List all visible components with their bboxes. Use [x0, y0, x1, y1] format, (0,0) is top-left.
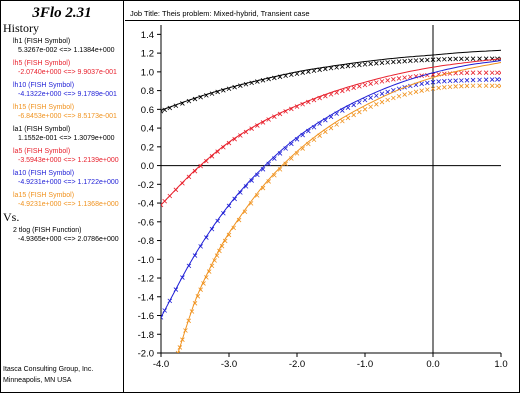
series-marker-lh15 [484, 84, 488, 88]
legend-series-name: lh5 (FISH Symbol) [13, 60, 71, 67]
legend-entry [13, 147, 119, 165]
series-marker-lh10 [363, 98, 367, 102]
series-marker-lh15 [323, 130, 327, 134]
series-marker-lh10 [346, 106, 350, 110]
legend-series-name: lh1 (FISH Symbol) [13, 38, 71, 45]
series-marker-lh10 [357, 100, 361, 104]
series-marker-lh10 [352, 103, 356, 107]
legend-series-range: -3.5943e+000 <=> 1.2139e+000 [18, 157, 119, 164]
legend-panel [0, 0, 124, 393]
y-tick-label: -0.8 [137, 236, 154, 248]
series-marker-lh10 [425, 81, 429, 85]
series-marker-lh5 [465, 71, 469, 75]
series-marker-lh10 [478, 78, 482, 82]
series-marker-lh15 [397, 94, 401, 98]
y-tick-label: 1.0 [140, 67, 154, 79]
legend-series-range: 5.3267e-002 <=> 1.1384e+000 [18, 47, 115, 54]
y-tick-label: 1.4 [140, 29, 154, 41]
legend-entry [13, 125, 115, 143]
series-marker-lh10 [340, 109, 344, 113]
y-tick-label: -0.2 [137, 179, 154, 191]
series-marker-lh1 [459, 57, 463, 61]
series-layer [159, 50, 503, 355]
series-marker-lh5 [346, 87, 350, 91]
series-marker-lh10 [484, 78, 488, 82]
series-marker-lh15 [391, 96, 395, 100]
series-marker-lh1 [335, 65, 339, 69]
series-line-la10 [161, 61, 501, 318]
series-marker-lh5 [471, 71, 475, 75]
x-tick-label: -3.0 [220, 359, 238, 370]
legend-entry [13, 169, 119, 187]
series-marker-lh15 [374, 102, 378, 106]
series-marker-lh5 [386, 78, 390, 82]
series-marker-lh10 [437, 80, 441, 84]
series-marker-lh15 [403, 93, 407, 97]
series-marker-lh1 [250, 81, 254, 85]
series-marker-lh1 [403, 59, 407, 63]
series-marker-lh5 [335, 91, 339, 95]
series-marker-lh1 [363, 62, 367, 66]
vs-heading: Vs. [3, 210, 20, 224]
series-marker-lh15 [363, 107, 367, 111]
y-tick-label: -0.6 [137, 217, 154, 229]
series-marker-lh10 [386, 90, 390, 94]
series-marker-lh15 [448, 85, 452, 89]
series-marker-lh1 [357, 63, 361, 67]
series-marker-lh1 [306, 70, 310, 74]
series-marker-lh1 [437, 57, 441, 61]
series-marker-lh1 [442, 57, 446, 61]
series-marker-lh1 [454, 57, 458, 61]
series-marker-lh1 [380, 61, 384, 65]
series-marker-lh1 [255, 80, 259, 84]
legend-series-name: lh10 (FISH Symbol) [13, 82, 75, 89]
series-marker-lh5 [459, 71, 463, 75]
series-marker-lh5 [408, 75, 412, 79]
series-marker-lh10 [454, 79, 458, 83]
y-tick-label: -1.4 [137, 292, 154, 304]
series-marker-lh15 [420, 89, 424, 93]
legend-series-range: -4.1322e+000 <=> 9.1789e-001 [18, 91, 117, 98]
series-marker-lh15 [414, 90, 418, 94]
series-marker-lh15 [425, 88, 429, 92]
x-tick-label: 0.0 [426, 359, 440, 370]
series-marker-lh5 [374, 80, 378, 84]
series-marker-lh1 [352, 63, 356, 67]
series-marker-lh1 [301, 71, 305, 75]
series-marker-lh1 [471, 57, 475, 61]
series-marker-lh15 [312, 138, 316, 142]
series-marker-lh5 [495, 71, 499, 75]
x-variable-entry [13, 226, 119, 244]
series-marker-lh5 [340, 89, 344, 93]
series-marker-lh5 [163, 199, 167, 203]
series-marker-lh15 [352, 113, 356, 117]
series-marker-lh15 [408, 91, 412, 95]
legend-entry [13, 191, 119, 209]
chart-plot [125, 22, 520, 393]
series-marker-lh1 [414, 58, 418, 62]
legend-series-range: -4.9231e+000 <=> 1.1722e+000 [18, 179, 119, 186]
series-marker-lh10 [495, 77, 499, 81]
y-tick-label: -1.6 [137, 311, 154, 323]
series-marker-lh15 [380, 100, 384, 104]
series-marker-lh10 [163, 309, 167, 313]
series-marker-lh1 [478, 57, 482, 61]
legend-entry [13, 37, 115, 55]
series-marker-lh5 [180, 181, 184, 185]
series-marker-lh10 [499, 77, 503, 81]
series-marker-lh10 [471, 78, 475, 82]
series-marker-lh1 [340, 65, 344, 69]
series-marker-lh5 [490, 71, 494, 75]
series-marker-lh15 [386, 98, 390, 102]
series-marker-lh5 [352, 86, 356, 90]
series-marker-lh5 [380, 79, 384, 83]
y-tick-label: 0.0 [140, 161, 154, 173]
series-marker-lh1 [329, 66, 333, 70]
series-marker-lh10 [448, 79, 452, 83]
series-marker-lh15 [490, 84, 494, 88]
legend-series-name: la10 (FISH Symbol) [13, 170, 75, 177]
series-marker-lh10 [490, 78, 494, 82]
series-marker-lh15 [340, 119, 344, 123]
job-title-divider [125, 20, 520, 21]
series-marker-lh10 [369, 96, 373, 100]
series-marker-lh5 [174, 188, 178, 192]
series-marker-lh1 [391, 60, 395, 64]
y-tick-label: -1.8 [137, 329, 154, 341]
series-marker-lh1 [408, 59, 412, 63]
y-tick-label: 0.8 [140, 86, 154, 98]
series-marker-lh15 [454, 84, 458, 88]
x-variable-name: 2 tlog (FISH Function) [13, 227, 82, 234]
legend-series-range: 1.1552e-001 <=> 1.3079e+000 [18, 135, 115, 142]
series-marker-lh15 [369, 105, 373, 109]
y-tick-label: -2.0 [137, 348, 154, 360]
series-marker-lh5 [391, 77, 395, 81]
x-tick-label: -1.0 [356, 359, 374, 370]
legend-series-range: -4.9231e+000 <=> 1.1368e+000 [18, 201, 119, 208]
legend-entry [13, 103, 117, 121]
series-marker-lh10 [442, 79, 446, 83]
footer-company: Itasca Consulting Group, Inc. [3, 366, 94, 373]
series-marker-lh5 [484, 71, 488, 75]
legend-series-name: lh15 (FISH Symbol) [13, 104, 75, 111]
y-tick-label: 0.2 [140, 142, 154, 154]
series-marker-lh5 [499, 71, 503, 75]
series-marker-lh15 [346, 116, 350, 120]
series-marker-lh15 [495, 84, 499, 88]
series-marker-lh10 [374, 94, 378, 98]
series-marker-lh5 [478, 71, 482, 75]
series-marker-lh15 [318, 134, 322, 138]
series-marker-lh1 [425, 58, 429, 62]
legend-entry [13, 59, 117, 77]
series-marker-lh1 [397, 60, 401, 64]
footer-location: Minneapolis, MN USA [3, 377, 72, 384]
series-marker-lh10 [168, 299, 172, 303]
series-marker-lh1 [369, 62, 373, 66]
series-marker-lh10 [459, 78, 463, 82]
series-marker-lh15 [335, 123, 339, 127]
x-variable-range: -4.9365e+000 <=> 2.0786e+000 [18, 236, 119, 243]
series-marker-lh10 [380, 92, 384, 96]
series-marker-lh15 [329, 126, 333, 130]
x-tick-label: -2.0 [288, 359, 306, 370]
legend-entry [13, 81, 117, 99]
series-marker-lh15 [437, 86, 441, 90]
legend-series-name: la5 (FISH Symbol) [13, 148, 71, 155]
y-tick-label: -1.2 [137, 273, 154, 285]
y-tick-label: 1.2 [140, 48, 154, 60]
history-heading: History [3, 21, 39, 35]
y-tick-label: 0.6 [140, 104, 154, 116]
x-tick-label: -4.0 [152, 359, 170, 370]
legend-series-name: la1 (FISH Symbol) [13, 126, 71, 133]
series-marker-lh1 [244, 82, 248, 86]
series-marker-lh5 [369, 82, 373, 86]
legend-series-name: la15 (FISH Symbol) [13, 192, 75, 199]
series-marker-lh1 [420, 58, 424, 62]
series-marker-lh10 [420, 82, 424, 86]
series-marker-lh15 [442, 85, 446, 89]
series-marker-lh15 [499, 84, 503, 88]
series-marker-lh15 [459, 84, 463, 88]
x-tick-label: 1.0 [494, 359, 508, 370]
legend-series-range: -6.8453e+000 <=> 8.5173e-001 [18, 113, 117, 120]
series-marker-lh5 [168, 194, 172, 198]
series-marker-lh15 [357, 110, 361, 114]
series-marker-lh1 [448, 57, 452, 61]
series-marker-lh5 [403, 76, 407, 80]
series-marker-lh5 [357, 84, 361, 88]
series-marker-lh1 [346, 64, 350, 68]
legend-series-range: -2.0740e+000 <=> 9.9037e-001 [18, 69, 117, 76]
job-title: Job Title: Theis problem: Mixed-hybrid, Transient case [130, 9, 310, 18]
y-tick-label: -1.0 [137, 254, 154, 266]
y-tick-label: -0.4 [137, 198, 154, 210]
series-marker-lh10 [465, 78, 469, 82]
series-marker-lh15 [465, 84, 469, 88]
series-marker-lh15 [478, 84, 482, 88]
app-title: 3Flo 2.31 [32, 5, 92, 21]
series-marker-lh1 [386, 60, 390, 64]
y-tick-label: 0.4 [140, 123, 154, 135]
series-marker-lh15 [471, 84, 475, 88]
series-marker-lh1 [374, 61, 378, 65]
series-marker-lh5 [363, 83, 367, 87]
series-marker-lh5 [397, 76, 401, 80]
series-marker-lh15 [306, 142, 310, 146]
series-marker-lh1 [465, 57, 469, 61]
